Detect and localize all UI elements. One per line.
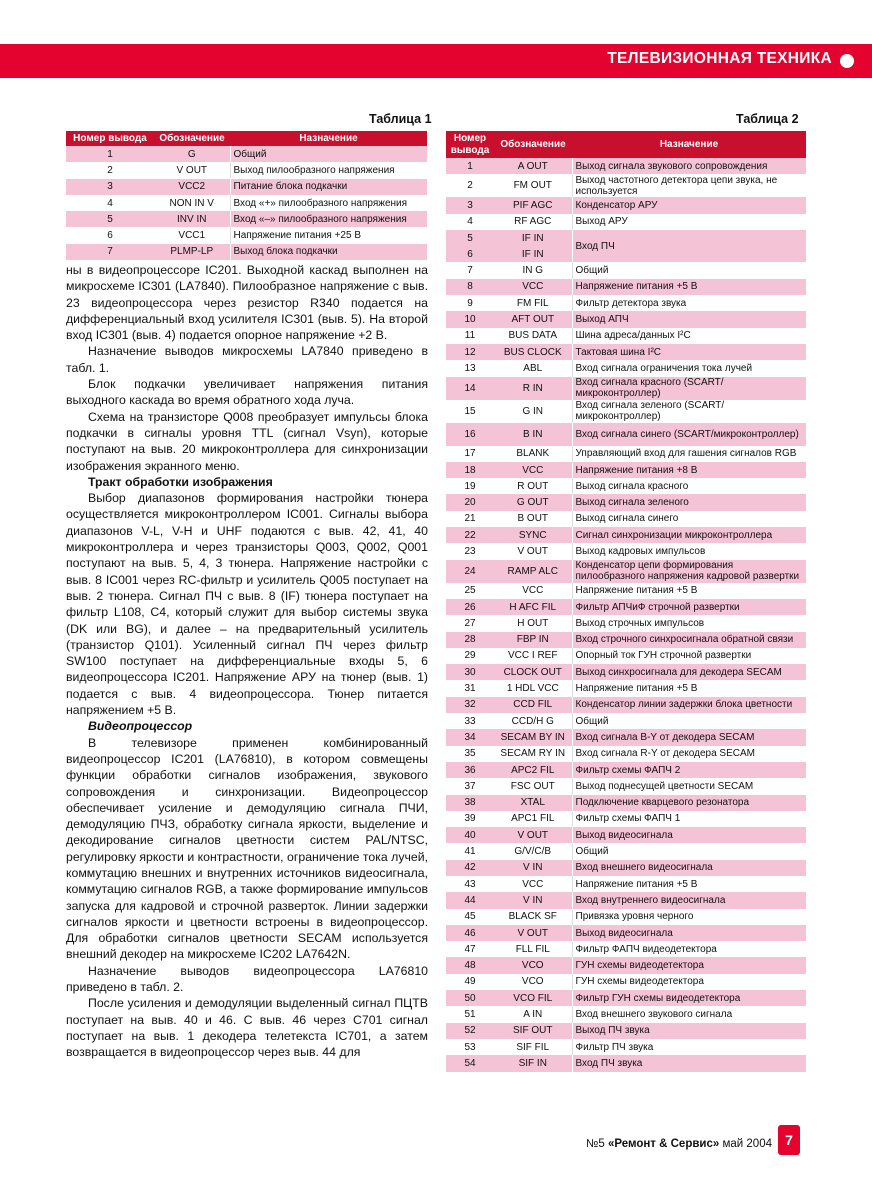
table2-row [446, 746, 806, 762]
table2-row [446, 713, 806, 729]
pin-function: Питание блока подкачки [230, 179, 427, 195]
pin-designation: VCO FIL [494, 990, 572, 1006]
pin-function: Выход ПЧ звука [572, 1023, 806, 1039]
pin-number: 19 [446, 478, 494, 494]
table2-row [446, 664, 806, 680]
paragraph: ны в видеопроцессоре IC201. Выходной каскад выполнен на микросхеме IC301 (LA7840). Пилообразное напряжение с выв. 23 видеопроцессора через резистор R340 подается на дифференциальный вход усилителя IC301 (выв. 5). На второй вход IC301 (выв. 4) подается опорное напряжение +2 В. [66, 263, 428, 343]
pin-function: Вход внешнего видеосигнала [572, 860, 806, 876]
pin-function: Подключение кварцевого резонатора [572, 795, 806, 811]
pin-function: Фильтр детектора звука [572, 295, 806, 311]
pin-number: 31 [446, 680, 494, 696]
pin-number: 17 [446, 446, 494, 462]
table2-row [446, 328, 806, 344]
pin-designation: ABL [494, 360, 572, 376]
pin-function: Вход сигнала B-Y от декодера SECAM [572, 729, 806, 745]
pin-function: Вход внутреннего видеосигнала [572, 892, 806, 908]
table2 [446, 131, 806, 1072]
table2-row [446, 990, 806, 1006]
pin-designation: 1 HDL VCC [494, 680, 572, 696]
table2-row [446, 892, 806, 908]
table1-header: Назначение [230, 131, 427, 146]
pin-function: Общий [572, 843, 806, 859]
pin-designation: H AFC FIL [494, 599, 572, 615]
table2-row [446, 527, 806, 543]
pin-designation: RF AGC [494, 214, 572, 230]
article-body [66, 262, 428, 1061]
table1-row [66, 244, 427, 260]
table2-row [446, 543, 806, 559]
table2-row [446, 811, 806, 827]
pin-number: 46 [446, 925, 494, 941]
pin-designation: SYNC [494, 527, 572, 543]
pin-number: 42 [446, 860, 494, 876]
pin-function: Фильтр схемы ФАПЧ 2 [572, 762, 806, 778]
table2-row [446, 311, 806, 327]
table1-row [66, 195, 427, 211]
pin-designation: APC1 FIL [494, 811, 572, 827]
pin-designation: PIF AGC [494, 197, 572, 213]
pin-number: 30 [446, 664, 494, 680]
paragraph: Назначение выводов видеопроцессора LA76810 приведено в табл. 2. [66, 963, 428, 995]
pin-designation: BLANK [494, 446, 572, 462]
pin-designation: SIF FIL [494, 1039, 572, 1055]
pin-designation: CCD FIL [494, 697, 572, 713]
pin-number: 33 [446, 713, 494, 729]
pin-function: Напряжение питания +5 В [572, 680, 806, 696]
pin-designation: BLACK SF [494, 909, 572, 925]
pin-designation: FBP IN [494, 632, 572, 648]
pin-designation: R IN [494, 377, 572, 400]
pin-number: 1 [66, 146, 154, 162]
pin-function: ГУН схемы видеодетектора [572, 957, 806, 973]
table1 [66, 131, 427, 260]
pin-function: Конденсатор линии задержки блока цветности [572, 697, 806, 713]
table2-row [446, 230, 806, 246]
table2-header: Назначение [572, 131, 806, 158]
pin-designation: VCC [494, 279, 572, 295]
table2-row [446, 446, 806, 462]
table2-row [446, 1039, 806, 1055]
pin-number: 6 [66, 227, 154, 243]
pin-number: 49 [446, 974, 494, 990]
table2-row [446, 214, 806, 230]
pin-function: Вход «+» пилообразного напряжения [230, 195, 427, 211]
table1-row [66, 146, 427, 162]
pin-function: Вход внешнего звукового сигнала [572, 1006, 806, 1022]
pin-number: 7 [446, 262, 494, 278]
pin-number: 51 [446, 1006, 494, 1022]
table2-row [446, 778, 806, 794]
pin-function: Выход АРУ [572, 214, 806, 230]
table2-row [446, 795, 806, 811]
pin-designation: VCC2 [154, 179, 230, 195]
pin-number: 5 [446, 230, 494, 246]
pin-designation: AFT OUT [494, 311, 572, 327]
pin-number: 4 [446, 214, 494, 230]
pin-number: 5 [66, 211, 154, 227]
pin-designation: SIF IN [494, 1055, 572, 1071]
pin-function: Вход сигнала зеленого (SCART/микроконтроллер) [572, 400, 806, 423]
pin-function: Выход кадровых импульсов [572, 543, 806, 559]
table2-caption: Таблица 2 [736, 112, 799, 126]
pin-function: Вход сигнала синего (SCART/микроконтроллер) [572, 423, 806, 446]
pin-number: 25 [446, 583, 494, 599]
table2-row [446, 680, 806, 696]
paragraph: Выбор диапазонов формирования настройки тюнера осуществляется микроконтроллером IC001. Сигналы выбора диапазонов V-L, V-H и UHF подаются с выв. 42, 41, 40 микроконтроллера и через транзисторы Q003, Q002, Q001 поступают на выв. 5, 4, 3 тюнера. Напряжение настройки с выв. 8 IC001 через RC-фильтр и усилитель Q005 поступает на выв. 2 тюнера. Сигнал ПЧ с выв. 8 (IF) тюнера поступает на фильтр L108, C4, который служит для выбор системы звука (DK или BG), и далее – на предварительный усилитель (транзистор Q101). Усиленный сигнал ПЧ через фильтр SW100 поступает на дифференциальные входы 5, 6 видеопроцессора IC201. Напряжение АРУ на тюнер (выв. 1) подается с выв. 4 видеопроцессора. Тюнер питается напряжением +5 В. [66, 491, 428, 718]
pin-designation: APC2 FIL [494, 762, 572, 778]
pin-designation: SECAM BY IN [494, 729, 572, 745]
pin-designation: FM FIL [494, 295, 572, 311]
pin-function: Шина адреса/данных I²C [572, 328, 806, 344]
subsection-heading: Видеопроцессор [88, 719, 193, 734]
pin-number: 21 [446, 511, 494, 527]
pin-function: Вход ПЧ звука [572, 1055, 806, 1071]
table2-row [446, 423, 806, 446]
pin-designation: VCC [494, 583, 572, 599]
table2-header: Обозначение [494, 131, 572, 158]
table2-row [446, 295, 806, 311]
table2-row [446, 957, 806, 973]
pin-function: Вход сигнала ограничения тока лучей [572, 360, 806, 376]
pin-number: 12 [446, 344, 494, 360]
pin-function: Опорный ток ГУН строчной развертки [572, 648, 806, 664]
pin-function: Общий [230, 146, 427, 162]
table2-row [446, 876, 806, 892]
pin-number: 13 [446, 360, 494, 376]
pin-designation: V IN [494, 892, 572, 908]
pin-number: 32 [446, 697, 494, 713]
pin-function: Выход строчных импульсов [572, 615, 806, 631]
pin-designation: CCD/H G [494, 713, 572, 729]
pin-designation: V OUT [494, 543, 572, 559]
pin-number: 47 [446, 941, 494, 957]
pin-designation: CLOCK OUT [494, 664, 572, 680]
paragraph: Схема на транзисторе Q008 преобразует импульсы блока подкачки в сигналы уровня TTL (сигнал Vsyn), которые поступают на выв. 20 микроконтроллера для синхронизации изображения экранного меню. [66, 409, 428, 473]
pin-designation: V OUT [494, 827, 572, 843]
pin-function: Фильтр ГУН схемы видеодетектора [572, 990, 806, 1006]
pin-designation: G [154, 146, 230, 162]
pin-number: 39 [446, 811, 494, 827]
pin-designation: VCO [494, 974, 572, 990]
pin-number: 20 [446, 494, 494, 510]
pin-designation: RAMP ALC [494, 560, 572, 583]
table1-row [66, 211, 427, 227]
table2-row [446, 843, 806, 859]
table2-header: Номер вывода [446, 131, 494, 158]
pin-number: 37 [446, 778, 494, 794]
table2-row [446, 1023, 806, 1039]
table2-row [446, 974, 806, 990]
pin-designation: INV IN [154, 211, 230, 227]
pin-function: Фильтр ФАПЧ видеодетектора [572, 941, 806, 957]
pin-designation: XTAL [494, 795, 572, 811]
pin-function: Вход строчного синхросигнала обратной связи [572, 632, 806, 648]
pin-number: 14 [446, 377, 494, 400]
table2-row [446, 615, 806, 631]
table2-row [446, 360, 806, 376]
pin-designation: V OUT [154, 162, 230, 178]
pin-number: 9 [446, 295, 494, 311]
pin-designation: BUS CLOCK [494, 344, 572, 360]
table2-row [446, 400, 806, 423]
table2-row [446, 583, 806, 599]
table2-row [446, 1055, 806, 1071]
pin-number: 4 [66, 195, 154, 211]
pin-function: Выход сигнала зеленого [572, 494, 806, 510]
pin-number: 29 [446, 648, 494, 664]
pin-designation: VCC1 [154, 227, 230, 243]
section-banner [0, 44, 872, 78]
table2-row [446, 494, 806, 510]
pin-designation: PLMP-LP [154, 244, 230, 260]
pin-number: 41 [446, 843, 494, 859]
table2-row [446, 827, 806, 843]
pin-number: 3 [66, 179, 154, 195]
pin-function: Привязка уровня черного [572, 909, 806, 925]
pin-designation: H OUT [494, 615, 572, 631]
pin-designation: VCC I REF [494, 648, 572, 664]
pin-designation: FM OUT [494, 174, 572, 197]
table2-row [446, 279, 806, 295]
table2-row [446, 632, 806, 648]
table2-row [446, 860, 806, 876]
pin-function: Фильтр АПЧиФ строчной развертки [572, 599, 806, 615]
pin-number: 40 [446, 827, 494, 843]
pin-function: Вход ПЧ [572, 230, 806, 263]
pin-number: 2 [446, 174, 494, 197]
pin-function: Общий [572, 713, 806, 729]
section-heading: Тракт обработки изображения [88, 474, 273, 489]
pin-designation: B OUT [494, 511, 572, 527]
table2-row [446, 462, 806, 478]
pin-function: Сигнал синхронизации микроконтроллера [572, 527, 806, 543]
pin-function: ГУН схемы видеодетектора [572, 974, 806, 990]
pin-designation: SIF OUT [494, 1023, 572, 1039]
pin-designation: B IN [494, 423, 572, 446]
pin-function: Выход пилообразного напряжения [230, 162, 427, 178]
pin-number: 18 [446, 462, 494, 478]
pin-function: Конденсатор АРУ [572, 197, 806, 213]
pin-designation: V IN [494, 860, 572, 876]
pin-number: 28 [446, 632, 494, 648]
pin-number: 54 [446, 1055, 494, 1071]
pin-function: Напряжение питания +8 В [572, 462, 806, 478]
pin-function: Выход частотного детектора цепи звука, не используется [572, 174, 806, 197]
table2-row [446, 262, 806, 278]
pin-number: 22 [446, 527, 494, 543]
pin-function: Напряжение питания +5 В [572, 876, 806, 892]
pin-designation: A OUT [494, 158, 572, 174]
pin-designation: VCO [494, 957, 572, 973]
table1-row [66, 162, 427, 178]
pin-number: 10 [446, 311, 494, 327]
pin-designation: BUS DATA [494, 328, 572, 344]
pin-number: 34 [446, 729, 494, 745]
pin-function: Тактовая шина I²C [572, 344, 806, 360]
pin-designation: G OUT [494, 494, 572, 510]
table2-row [446, 729, 806, 745]
pin-number: 44 [446, 892, 494, 908]
table2-row [446, 478, 806, 494]
page-number: 7 [778, 1125, 800, 1155]
pin-number: 43 [446, 876, 494, 892]
table2-row [446, 158, 806, 174]
pin-number: 16 [446, 423, 494, 446]
pin-designation: R OUT [494, 478, 572, 494]
pin-number: 48 [446, 957, 494, 973]
pin-function: Выход блока подкачки [230, 244, 427, 260]
table2-row [446, 909, 806, 925]
pin-designation: V OUT [494, 925, 572, 941]
table2-row [446, 1006, 806, 1022]
paragraph: После усиления и демодуляции выделенный сигнал ПЦТВ поступает на выв. 40 и 46. С выв. 46 через C701 сигнал поступает на выв. 1 декодера телетекста IC701, а затем возвращается в видеопроцессор через выв. 44 для [66, 996, 428, 1060]
pin-designation: IF IN [494, 246, 572, 262]
pin-number: 23 [446, 543, 494, 559]
table2-row [446, 174, 806, 197]
table2-row [446, 925, 806, 941]
pin-function: Управляющий вход для гашения сигналов RGB [572, 446, 806, 462]
pin-number: 1 [446, 158, 494, 174]
pin-designation: FSC OUT [494, 778, 572, 794]
table2-row [446, 377, 806, 400]
issue-date: май 2004 [722, 1138, 772, 1150]
table1-row [66, 179, 427, 195]
table2-row [446, 697, 806, 713]
pin-designation: VCC [494, 876, 572, 892]
table2-row [446, 648, 806, 664]
table2-row [446, 762, 806, 778]
pin-number: 26 [446, 599, 494, 615]
table2-row [446, 941, 806, 957]
table1-header: Обозначение [154, 131, 230, 146]
pin-function: Выход сигнала красного [572, 478, 806, 494]
pin-designation: A IN [494, 1006, 572, 1022]
table2-row [446, 197, 806, 213]
pin-function: Напряжение питания +5 В [572, 279, 806, 295]
table2-row [446, 344, 806, 360]
pin-function: Напряжение питания +25 В [230, 227, 427, 243]
pin-function: Выход сигнала синего [572, 511, 806, 527]
pin-number: 2 [66, 162, 154, 178]
pin-function: Вход сигнала R-Y от декодера SECAM [572, 746, 806, 762]
pin-designation: IN G [494, 262, 572, 278]
pin-number: 8 [446, 279, 494, 295]
pin-designation: SECAM RY IN [494, 746, 572, 762]
page-footer [586, 1138, 772, 1150]
pin-designation: IF IN [494, 230, 572, 246]
table2-row [446, 599, 806, 615]
pin-designation: NON IN V [154, 195, 230, 211]
pin-function: Выход сигнала звукового сопровождения [572, 158, 806, 174]
pin-number: 3 [446, 197, 494, 213]
pin-function: Выход АПЧ [572, 311, 806, 327]
pin-function: Выход синхросигнала для декодера SECAM [572, 664, 806, 680]
pin-designation: VCC [494, 462, 572, 478]
paragraph: Назначение выводов микросхемы LA7840 приведено в табл. 1. [66, 344, 428, 375]
table2-row [446, 560, 806, 583]
pin-number: 38 [446, 795, 494, 811]
pin-number: 24 [446, 560, 494, 583]
pin-number: 45 [446, 909, 494, 925]
pin-function: Вход сигнала красного (SCART/микроконтроллер) [572, 377, 806, 400]
pin-number: 27 [446, 615, 494, 631]
pin-function: Фильтр схемы ФАПЧ 1 [572, 811, 806, 827]
pin-number: 36 [446, 762, 494, 778]
paragraph: Блок подкачки увеличивает напряжения питания выходного каскада во время обратного хода луча. [66, 377, 428, 408]
pin-number: 6 [446, 246, 494, 262]
pin-function: Общий [572, 262, 806, 278]
pin-function: Напряжение питания +5 В [572, 583, 806, 599]
table1-header: Номер вывода [66, 131, 154, 146]
pin-number: 53 [446, 1039, 494, 1055]
pin-number: 50 [446, 990, 494, 1006]
table1-row [66, 227, 427, 243]
bullet-dot-icon [840, 54, 854, 68]
issue-number: №5 [586, 1138, 605, 1150]
table2-row [446, 511, 806, 527]
pin-number: 11 [446, 328, 494, 344]
pin-function: Фильтр ПЧ звука [572, 1039, 806, 1055]
pin-function: Выход видеосигнала [572, 925, 806, 941]
pin-designation: FLL FIL [494, 941, 572, 957]
paragraph: В телевизоре применен комбинированный видеопроцессор IC201 (LA76810), в котором совмещены функции обработки сигналов изображения, звукового сопровождения и синхронизации. Видеопроцессор обеспечивает усиление и демодуляцию сигнала ПЧИ, демодуляцию ПЧЗ, обработку сигнала яркости, выделение и декодирование сигналов цветности систем PAL/NTSC, регулировку яркости и контрастности, ограничение тока лучей, коммутацию внешних и внутренних источников видеосигнала, коммутацию сигналов RGB, а также формирование импульсов запуска для кадровой и строчной разверток. Линии задержки сигналов яркости и цветности встроены в видеопроцессор. Для обработки сигналов цветности SECAM используется внешний декодер на микросхеме IC202 LA7642N. [66, 735, 428, 962]
pin-function: Вход «–» пилообразного напряжения [230, 211, 427, 227]
pin-number: 15 [446, 400, 494, 423]
pin-function: Выход поднесущей цветности SECAM [572, 778, 806, 794]
pin-designation: G/V/C/B [494, 843, 572, 859]
pin-function: Конденсатор цепи формирования пилообразного напряжения кадровой развертки [572, 560, 806, 583]
pin-number: 52 [446, 1023, 494, 1039]
section-title: ТЕЛЕВИЗИОННАЯ ТЕХНИКА [607, 50, 832, 67]
pin-designation: G IN [494, 400, 572, 423]
pin-function: Выход видеосигнала [572, 827, 806, 843]
journal-name: «Ремонт & Сервис» [607, 1138, 720, 1150]
pin-number: 35 [446, 746, 494, 762]
table1-caption: Таблица 1 [369, 112, 432, 126]
pin-number: 7 [66, 244, 154, 260]
